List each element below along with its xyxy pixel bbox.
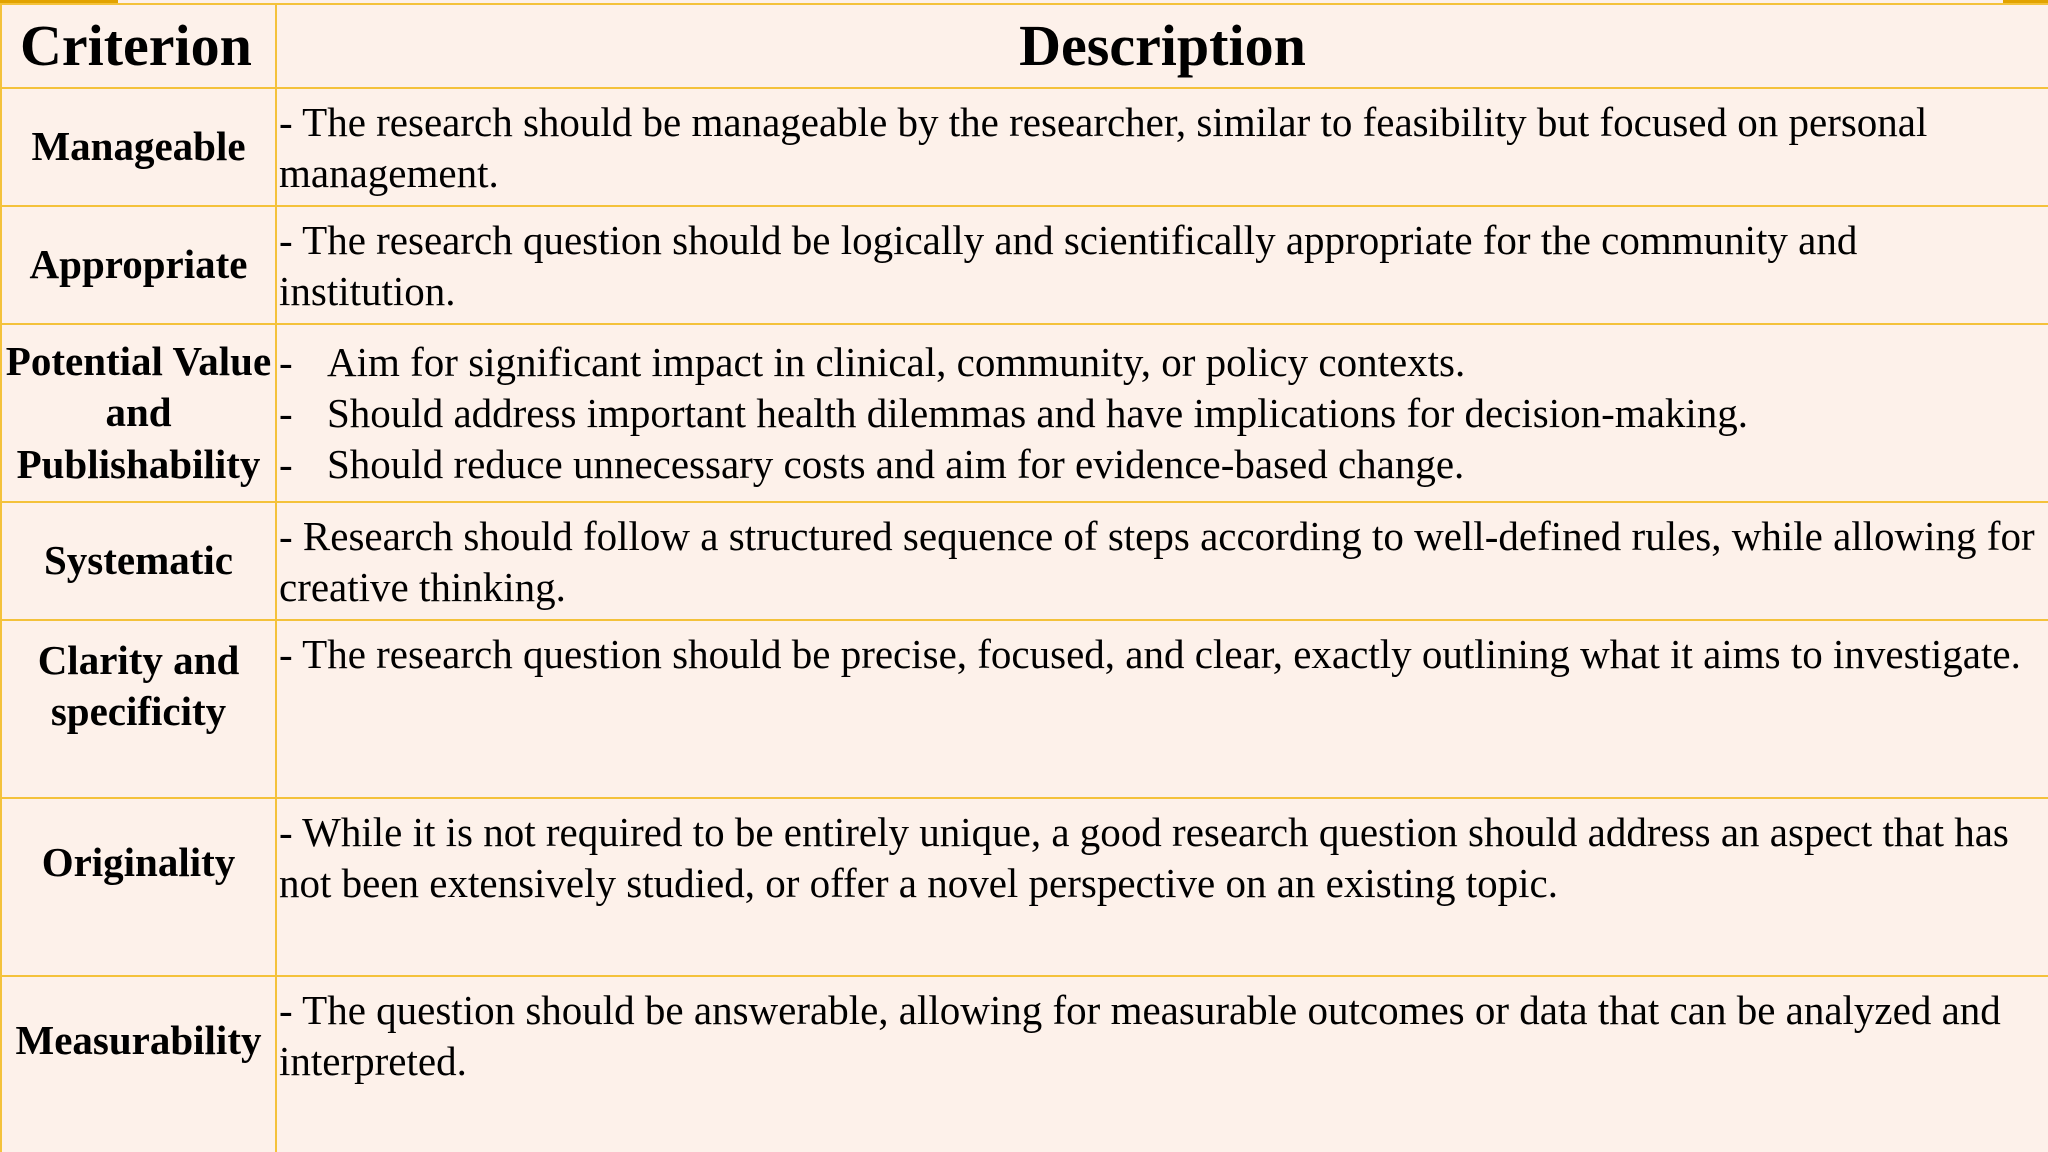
description-cell: - The question should be answerable, allowing for measurable outcomes or data that can be analyzed and interpreted. bbox=[276, 976, 2048, 1152]
description-cell: - The research question should be logically and scientifically appropriate for the community and institution. bbox=[276, 206, 2048, 324]
criterion-cell: Appropriate bbox=[1, 206, 276, 324]
criterion-cell: Originality bbox=[1, 798, 276, 976]
description-cell bbox=[276, 324, 2048, 502]
table-row bbox=[1, 620, 2048, 798]
bullet-dash: - bbox=[279, 440, 293, 487]
table-row bbox=[1, 798, 2048, 976]
criterion-column-header: Criterion bbox=[1, 4, 276, 88]
table-row bbox=[1, 502, 2048, 620]
bullet-item bbox=[279, 388, 2044, 439]
bullet-text: Aim for significant impact in clinical, community, or policy contexts. bbox=[327, 338, 1466, 385]
bullet-text: Should address important health dilemmas and have implications for decision-making. bbox=[327, 389, 1749, 436]
description-cell: - Research should follow a structured sequence of steps according to well-defined rules, while allowing for creative thinking. bbox=[276, 502, 2048, 620]
criterion-cell: Potential Value and Publishability bbox=[1, 324, 276, 502]
table-row bbox=[1, 206, 2048, 324]
criteria-table bbox=[0, 3, 2048, 1152]
description-cell: - The research question should be precise, focused, and clear, exactly outlining what it aims to investigate. bbox=[276, 620, 2048, 798]
bullet-dash: - bbox=[279, 389, 293, 436]
criterion-cell: Clarity and specificity bbox=[1, 620, 276, 798]
table-row bbox=[1, 324, 2048, 502]
description-column-header: Description bbox=[276, 4, 2048, 88]
table-row bbox=[1, 88, 2048, 206]
bullet-text: Should reduce unnecessary costs and aim for evidence-based change. bbox=[327, 440, 1465, 487]
bullet-item bbox=[279, 439, 2044, 490]
header-row bbox=[1, 4, 2048, 88]
description-cell: - While it is not required to be entirely unique, a good research question should address an aspect that has not been extensively studied, or offer a novel perspective on an existing topic. bbox=[276, 798, 2048, 976]
table-row bbox=[1, 976, 2048, 1152]
criterion-cell: Manageable bbox=[1, 88, 276, 206]
criterion-cell: Measurability bbox=[1, 976, 276, 1152]
criterion-cell: Systematic bbox=[1, 502, 276, 620]
bullet-item bbox=[279, 337, 2044, 388]
description-cell: - The research should be manageable by the researcher, similar to feasibility but focused on personal management. bbox=[276, 88, 2048, 206]
bullet-dash: - bbox=[279, 338, 293, 385]
